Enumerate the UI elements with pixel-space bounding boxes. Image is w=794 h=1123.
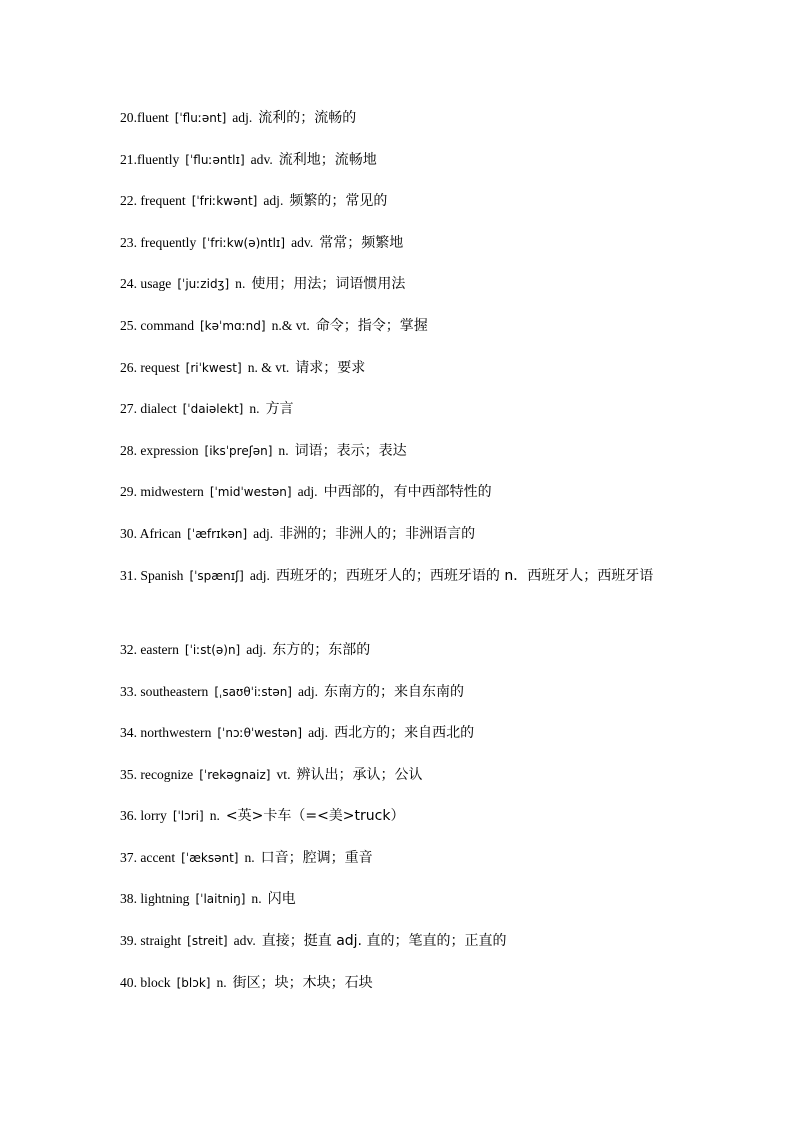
entry-phonetic: [ˌsaʊθˈiːstən] bbox=[214, 684, 292, 699]
entry-meaning: 非洲的；非洲人的；非洲语言的 bbox=[279, 525, 476, 542]
entry-term: 39. straight bbox=[120, 933, 182, 949]
entry-phonetic: [ˈfluːənt] bbox=[174, 111, 227, 125]
list-item bbox=[120, 439, 690, 481]
list-item bbox=[120, 555, 690, 638]
entry-phonetic: [ˈfriːkwənt] bbox=[191, 194, 258, 209]
entry-term: 28. expression bbox=[120, 442, 199, 458]
entry-pos: adj. bbox=[246, 641, 267, 657]
entry-pos: adj. bbox=[263, 193, 284, 209]
entry-term: 31. Spanish bbox=[120, 567, 184, 583]
entry-phonetic: [blɔk] bbox=[176, 975, 211, 990]
list-item bbox=[120, 887, 690, 929]
entry-term: 22. frequent bbox=[120, 193, 186, 209]
entry-phonetic: [riˈkwest] bbox=[185, 360, 242, 375]
entry-meaning: <英>卡车（=<美>truck） bbox=[225, 808, 405, 825]
entry-term: 38. lightning bbox=[120, 891, 190, 907]
list-item bbox=[120, 356, 690, 398]
entry-meaning: 西北方的；来自西北的 bbox=[334, 725, 475, 742]
entry-pos: n. bbox=[278, 442, 289, 458]
entry-pos: vt. bbox=[276, 766, 291, 782]
entry-pos: n. bbox=[249, 401, 260, 417]
entry-pos: n. bbox=[251, 891, 262, 907]
entry-meaning: 方言 bbox=[265, 401, 294, 418]
entry-phonetic: [ˈiːst(ə)n] bbox=[184, 642, 241, 657]
entry-term: 21.fluently bbox=[120, 151, 180, 167]
list-item bbox=[120, 721, 690, 763]
entry-meaning: 西班牙的；西班牙人的；西班牙语的 n．西班牙人；西班牙语 bbox=[275, 567, 654, 584]
entry-phonetic: [ˈæfrɪkən] bbox=[187, 526, 248, 541]
entry-meaning: 东南方的；来自东南的 bbox=[324, 683, 465, 700]
list-item bbox=[120, 680, 690, 722]
entry-meaning: 街区；块；木块；石块 bbox=[232, 974, 373, 991]
entry-term: 30. African bbox=[120, 525, 182, 541]
entry-meaning: 东方的；东部的 bbox=[272, 641, 371, 658]
entry-phonetic: [ˈspænɪʃ] bbox=[189, 568, 244, 583]
entry-phonetic: [ˈfriːkw(ə)ntlɪ] bbox=[202, 235, 286, 250]
entry-meaning: 请求；要求 bbox=[295, 359, 366, 376]
entry-term: 36. lorry bbox=[120, 808, 167, 824]
entry-pos: n. bbox=[244, 849, 255, 865]
entry-pos: adj. bbox=[249, 567, 270, 583]
entry-pos: n. bbox=[216, 974, 227, 990]
entry-term: 40. block bbox=[120, 974, 171, 990]
entry-meaning: 口音；腔调；重音 bbox=[260, 849, 373, 866]
entry-meaning: 直接；挺直 adj. 直的；笔直的；正直的 bbox=[261, 933, 507, 950]
entry-pos: adv. bbox=[233, 933, 256, 949]
list-item bbox=[120, 189, 690, 231]
entry-pos: n.& vt. bbox=[271, 317, 310, 333]
entry-term: 20.fluent bbox=[120, 110, 169, 125]
list-item bbox=[120, 971, 690, 1013]
entry-meaning: 流利的；流畅的 bbox=[258, 110, 357, 126]
entry-pos: adj. bbox=[308, 725, 329, 741]
entry-pos: adv. bbox=[250, 151, 273, 167]
list-item bbox=[120, 763, 690, 805]
entry-meaning: 词语；表示；表达 bbox=[294, 442, 407, 459]
entry-phonetic: [ˈæksənt] bbox=[181, 850, 239, 865]
entry-term: 34. northwestern bbox=[120, 725, 212, 741]
list-item bbox=[120, 272, 690, 314]
entry-pos: adj. bbox=[253, 525, 274, 541]
entry-phonetic: [ˈlaitniŋ] bbox=[195, 892, 246, 907]
entry-phonetic: [iksˈpreʃən] bbox=[204, 443, 273, 458]
entry-term: 37. accent bbox=[120, 849, 176, 865]
entry-meaning: 频繁的；常见的 bbox=[289, 193, 388, 210]
entry-meaning: 中西部的，有中西部特性的 bbox=[323, 484, 492, 501]
list-item bbox=[120, 638, 690, 680]
entry-pos: adv. bbox=[291, 234, 314, 250]
vocabulary-list bbox=[120, 106, 690, 1012]
entry-phonetic: [ˈmidˈwestən] bbox=[209, 485, 292, 500]
entry-meaning: 流利地；流畅地 bbox=[278, 151, 377, 168]
entry-phonetic: [ˈrekəgnaiz] bbox=[199, 767, 271, 782]
entry-term: 26. request bbox=[120, 359, 180, 375]
entry-term: 27. dialect bbox=[120, 401, 177, 417]
entry-phonetic: [kəˈmɑːnd] bbox=[200, 318, 266, 333]
list-item bbox=[120, 929, 690, 971]
entry-term: 35. recognize bbox=[120, 766, 194, 782]
entry-phonetic: [ˈfluːəntlɪ] bbox=[185, 152, 245, 167]
entry-pos: n. & vt. bbox=[247, 359, 290, 375]
entry-meaning: 常常；频繁地 bbox=[319, 234, 404, 251]
list-item bbox=[120, 804, 690, 846]
entry-meaning: 闪电 bbox=[267, 891, 296, 908]
list-item bbox=[120, 231, 690, 273]
list-item bbox=[120, 314, 690, 356]
entry-pos: adj. bbox=[297, 484, 318, 500]
entry-phonetic: [ˈlɔri] bbox=[172, 809, 204, 824]
entry-phonetic: [streit] bbox=[187, 934, 228, 949]
list-item bbox=[120, 106, 690, 148]
entry-phonetic: [ˈnɔːθˈwestən] bbox=[217, 726, 303, 741]
list-item bbox=[120, 397, 690, 439]
entry-phonetic: [ˈdaiəlekt] bbox=[182, 402, 244, 417]
entry-pos: n. bbox=[235, 276, 246, 292]
entry-phonetic: [ˈjuːzidʒ] bbox=[177, 277, 230, 292]
list-item bbox=[120, 480, 690, 522]
entry-term: 25. command bbox=[120, 317, 194, 333]
entry-pos: adj. bbox=[298, 683, 319, 699]
entry-meaning: 使用；用法；词语惯用法 bbox=[251, 276, 406, 293]
entry-meaning: 命令；指令；掌握 bbox=[315, 317, 428, 334]
entry-term: 32. eastern bbox=[120, 641, 179, 657]
list-item bbox=[120, 148, 690, 190]
list-item bbox=[120, 846, 690, 888]
entry-pos: n. bbox=[209, 808, 220, 824]
entry-pos: adj. bbox=[232, 110, 253, 125]
entry-term: 23. frequently bbox=[120, 234, 197, 250]
entry-term: 29. midwestern bbox=[120, 484, 204, 500]
entry-term: 33. southeastern bbox=[120, 683, 209, 699]
entry-term: 24. usage bbox=[120, 276, 172, 292]
entry-meaning: 辨认出；承认；公认 bbox=[296, 766, 423, 783]
